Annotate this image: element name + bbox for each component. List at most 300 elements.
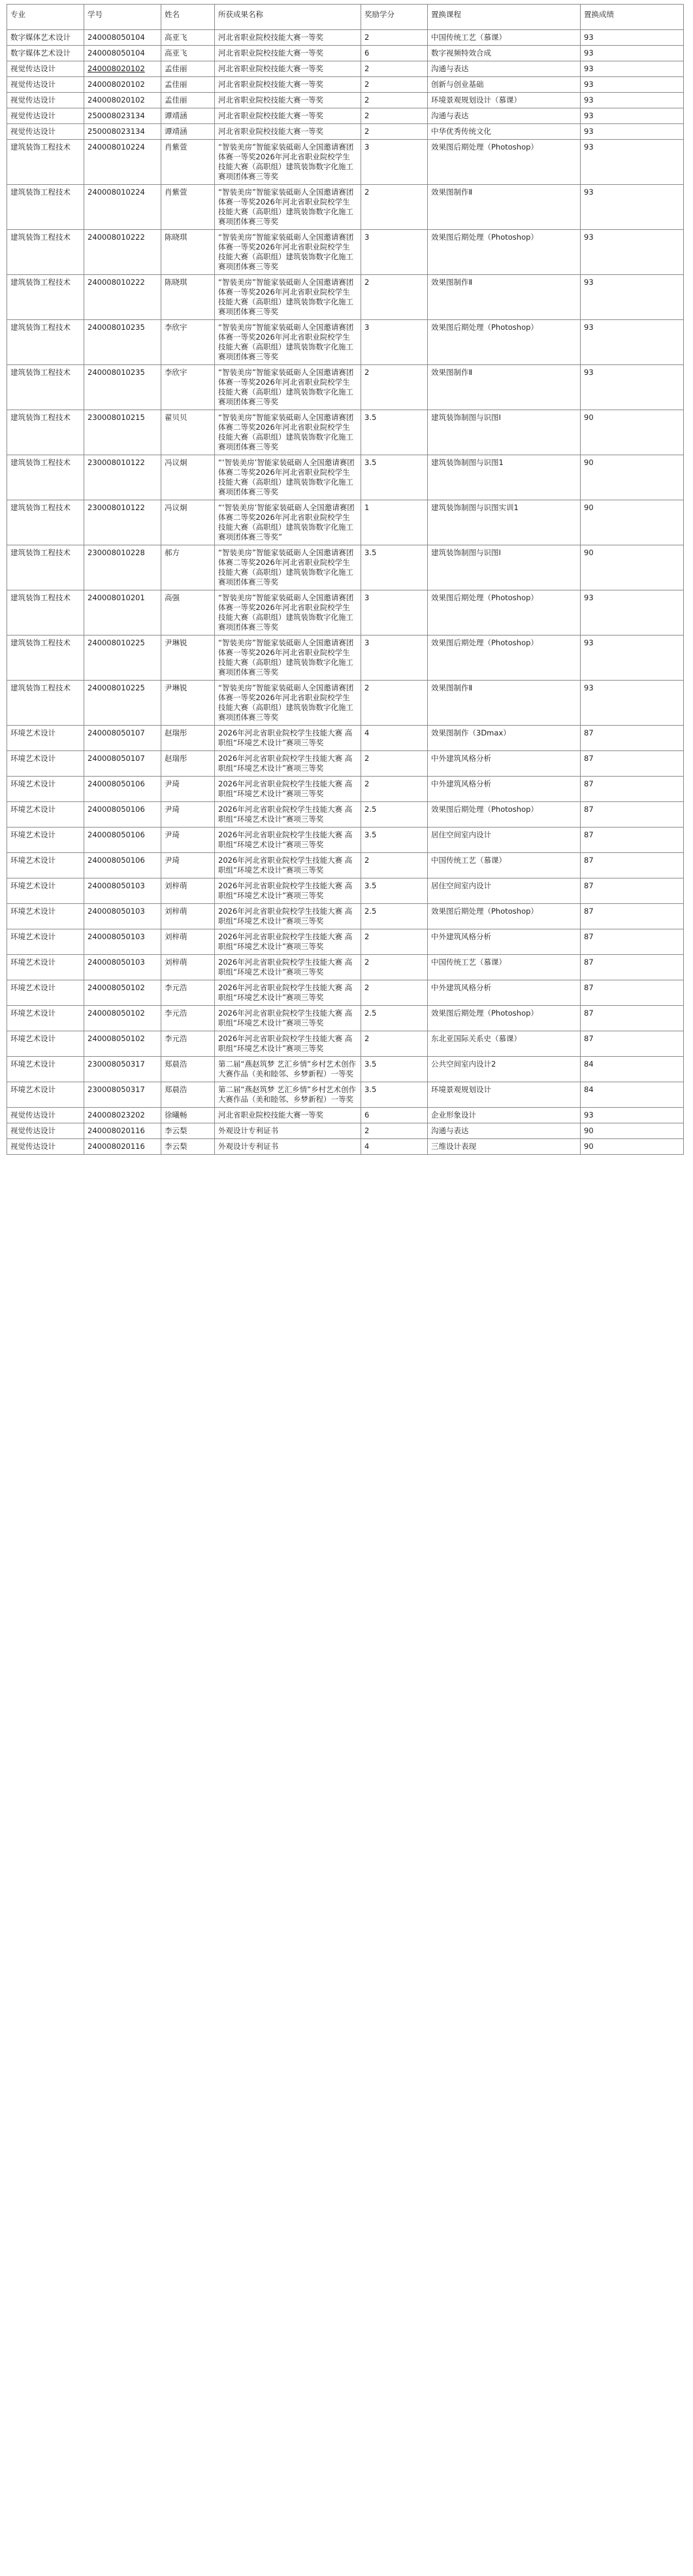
cell-award: 2026年河北省职业院校学生技能大赛 高职组“环境艺术设计”赛项三等奖 <box>215 955 361 980</box>
table-row <box>7 365 684 410</box>
cell-credit: 3 <box>361 590 428 636</box>
cell-credit: 4 <box>361 726 428 751</box>
cell-student-id: 240008020102 <box>84 93 161 108</box>
cell-major: 视觉传达设计 <box>7 1139 84 1155</box>
table-row <box>7 108 684 124</box>
cell-course: 效果图后期处理（Photoshop） <box>428 802 581 828</box>
cell-student-id: 240008010225 <box>84 681 161 726</box>
cell-credit: 2 <box>361 61 428 77</box>
header-major: 专业 <box>7 5 84 30</box>
cell-name: 徐曦畅 <box>161 1108 215 1123</box>
cell-award: 2026年河北省职业院校学生技能大赛 高职组“环境艺术设计”赛项三等奖 <box>215 777 361 802</box>
cell-student-id: 240008020102 <box>84 61 161 77</box>
cell-score: 87 <box>581 904 684 929</box>
cell-name: 刘梓萌 <box>161 878 215 904</box>
cell-score: 87 <box>581 929 684 955</box>
credit-replacement-table <box>7 4 684 1155</box>
table-row <box>7 980 684 1006</box>
cell-name: 陈晓琪 <box>161 230 215 275</box>
cell-name: 郑晨浩 <box>161 1057 215 1082</box>
cell-award: “智装美房”智能家装砥砺人全国邀请赛团体赛一等奖2026年河北省职业院校学生技能大赛（高职组）建筑装饰数字化施工赛项团体赛三等奖 <box>215 320 361 365</box>
cell-course: 居住空间室内设计 <box>428 828 581 853</box>
cell-name: 李元浩 <box>161 980 215 1006</box>
cell-student-id: 240008050103 <box>84 878 161 904</box>
table-row <box>7 828 684 853</box>
cell-award: 第二届“燕赵筑梦 艺汇乡情”乡村艺术创作大赛作品（美和睦邻、乡梦新程）一等奖 <box>215 1057 361 1082</box>
cell-name: 尹琦 <box>161 802 215 828</box>
cell-name: 李元浩 <box>161 1031 215 1057</box>
cell-student-id: 250008023134 <box>84 124 161 140</box>
cell-major: 环境艺术设计 <box>7 1006 84 1031</box>
table-row <box>7 77 684 93</box>
header-name: 姓名 <box>161 5 215 30</box>
table-row <box>7 185 684 230</box>
cell-credit: 6 <box>361 1108 428 1123</box>
cell-score: 90 <box>581 410 684 455</box>
cell-course: 效果图后期处理（Photoshop） <box>428 140 581 185</box>
cell-score: 90 <box>581 500 684 545</box>
cell-score: 87 <box>581 980 684 1006</box>
cell-major: 数字媒体艺术设计 <box>7 30 84 46</box>
cell-credit: 2 <box>361 681 428 726</box>
cell-score: 84 <box>581 1082 684 1108</box>
table-row <box>7 61 684 77</box>
cell-score: 87 <box>581 853 684 878</box>
cell-credit: 3 <box>361 320 428 365</box>
cell-credit: 2.5 <box>361 1006 428 1031</box>
cell-score: 87 <box>581 726 684 751</box>
cell-score: 93 <box>581 93 684 108</box>
cell-major: 建筑装饰工程技术 <box>7 185 84 230</box>
cell-course: 建筑装饰制图与识图Ⅰ <box>428 545 581 590</box>
cell-major: 环境艺术设计 <box>7 1031 84 1057</box>
cell-name: 尹琳锐 <box>161 636 215 681</box>
cell-student-id: 240008010235 <box>84 320 161 365</box>
cell-major: 建筑装饰工程技术 <box>7 275 84 320</box>
cell-name: 李云梨 <box>161 1139 215 1155</box>
cell-award: 第二届“燕赵筑梦 艺汇乡情”乡村艺术创作大赛作品（美和睦邻、乡梦新程）一等奖 <box>215 1082 361 1108</box>
table-row <box>7 1123 684 1139</box>
cell-course: 数字视频特效合成 <box>428 46 581 61</box>
cell-student-id: 230008010215 <box>84 410 161 455</box>
cell-score: 90 <box>581 1123 684 1139</box>
table-row <box>7 320 684 365</box>
cell-course: 效果图后期处理（Photoshop） <box>428 904 581 929</box>
cell-major: 视觉传达设计 <box>7 108 84 124</box>
table-row <box>7 590 684 636</box>
cell-name: 肖紫萱 <box>161 185 215 230</box>
cell-name: 尹琦 <box>161 828 215 853</box>
cell-award: “智装美房”智能家装砥砺人全国邀请赛团体赛二等奖2026年河北省职业院校学生技能大赛（高职组）建筑装饰数字化施工赛项团体赛三等奖 <box>215 410 361 455</box>
cell-credit: 2 <box>361 751 428 777</box>
cell-student-id: 240008050102 <box>84 1006 161 1031</box>
cell-name: 陈晓琪 <box>161 275 215 320</box>
cell-major: 数字媒体艺术设计 <box>7 46 84 61</box>
cell-student-id: 240008010201 <box>84 590 161 636</box>
cell-student-id: 240008023202 <box>84 1108 161 1123</box>
cell-major: 建筑装饰工程技术 <box>7 140 84 185</box>
cell-name: 尹琳锐 <box>161 681 215 726</box>
cell-award: “智装美房”智能家装砥砺人全国邀请赛团体赛一等奖2026年河北省职业院校学生技能大赛（高职组）建筑装饰数字化施工赛项团体赛三等奖 <box>215 275 361 320</box>
cell-major: 建筑装饰工程技术 <box>7 455 84 500</box>
cell-credit: 2 <box>361 929 428 955</box>
cell-score: 87 <box>581 802 684 828</box>
cell-name: 谭靖涵 <box>161 124 215 140</box>
cell-credit: 3.5 <box>361 545 428 590</box>
header-award: 所获成果名称 <box>215 5 361 30</box>
cell-course: 效果图后期处理（Photoshop） <box>428 230 581 275</box>
cell-major: 环境艺术设计 <box>7 751 84 777</box>
cell-course: 效果图后期处理（Photoshop） <box>428 1006 581 1031</box>
cell-credit: 2 <box>361 1123 428 1139</box>
cell-award: 河北省职业院校技能大赛一等奖 <box>215 77 361 93</box>
cell-course: 环境景观规划设计 <box>428 1082 581 1108</box>
cell-score: 93 <box>581 185 684 230</box>
table-row <box>7 30 684 46</box>
cell-major: 建筑装饰工程技术 <box>7 230 84 275</box>
table-row <box>7 1031 684 1057</box>
cell-name: 赵瑞彤 <box>161 751 215 777</box>
table-row <box>7 853 684 878</box>
table-row <box>7 1082 684 1108</box>
cell-major: 环境艺术设计 <box>7 726 84 751</box>
cell-score: 93 <box>581 77 684 93</box>
cell-name: 冯议炯 <box>161 455 215 500</box>
cell-credit: 3.5 <box>361 1082 428 1108</box>
cell-major: 环境艺术设计 <box>7 955 84 980</box>
cell-student-id: 230008050317 <box>84 1057 161 1082</box>
table-row <box>7 929 684 955</box>
cell-student-id: 250008023134 <box>84 108 161 124</box>
cell-score: 84 <box>581 1057 684 1082</box>
cell-award: “‘智装美房’智能家装砥砺人全国邀请赛团体赛二等奖2026年河北省职业院校学生技能大赛（高职组）建筑装饰数字化施工赛项团体赛三等奖 <box>215 455 361 500</box>
cell-name: 尹琦 <box>161 777 215 802</box>
cell-course: 居住空间室内设计 <box>428 878 581 904</box>
cell-credit: 4 <box>361 1139 428 1155</box>
cell-award: 河北省职业院校技能大赛一等奖 <box>215 46 361 61</box>
cell-name: 冯议炯 <box>161 500 215 545</box>
table-row <box>7 500 684 545</box>
cell-award: 河北省职业院校技能大赛一等奖 <box>215 61 361 77</box>
cell-major: 建筑装饰工程技术 <box>7 320 84 365</box>
cell-major: 环境艺术设计 <box>7 853 84 878</box>
header-score: 置换成绩 <box>581 5 684 30</box>
cell-credit: 1 <box>361 500 428 545</box>
cell-credit: 6 <box>361 46 428 61</box>
cell-score: 93 <box>581 61 684 77</box>
cell-major: 环境艺术设计 <box>7 904 84 929</box>
cell-score: 87 <box>581 1031 684 1057</box>
table-row <box>7 410 684 455</box>
cell-student-id: 240008050106 <box>84 828 161 853</box>
table-row <box>7 777 684 802</box>
cell-student-id: 240008050107 <box>84 751 161 777</box>
cell-major: 视觉传达设计 <box>7 61 84 77</box>
cell-credit: 2 <box>361 77 428 93</box>
cell-major: 环境艺术设计 <box>7 777 84 802</box>
cell-award: “智装美房”智能家装砥砺人全国邀请赛团体赛一等奖2026年河北省职业院校学生技能大赛（高职组）建筑装饰数字化施工赛项团体赛三等奖 <box>215 636 361 681</box>
cell-credit: 3 <box>361 140 428 185</box>
cell-award: “智装美房”智能家装砥砺人全国邀请赛团体赛一等奖2026年河北省职业院校学生技能大赛（高职组）建筑装饰数字化施工赛项团体赛三等奖 <box>215 681 361 726</box>
cell-award: 外观设计专利证书 <box>215 1139 361 1155</box>
cell-student-id: 240008050104 <box>84 46 161 61</box>
cell-major: 视觉传达设计 <box>7 1123 84 1139</box>
cell-student-id: 240008050103 <box>84 929 161 955</box>
table-row <box>7 681 684 726</box>
cell-major: 环境艺术设计 <box>7 828 84 853</box>
cell-course: 效果图后期处理（Photoshop） <box>428 636 581 681</box>
table-row <box>7 802 684 828</box>
table-row <box>7 230 684 275</box>
cell-name: 刘梓萌 <box>161 955 215 980</box>
cell-credit: 3.5 <box>361 1057 428 1082</box>
cell-name: 李云梨 <box>161 1123 215 1139</box>
table-body <box>7 30 684 1155</box>
cell-course: 效果图制作Ⅱ <box>428 275 581 320</box>
table-row <box>7 751 684 777</box>
cell-course: 环境景观规划设计（慕课） <box>428 93 581 108</box>
cell-student-id: 240008020116 <box>84 1123 161 1139</box>
cell-course: 中国传统工艺（慕课） <box>428 30 581 46</box>
cell-name: 高强 <box>161 590 215 636</box>
cell-credit: 3.5 <box>361 410 428 455</box>
cell-award: 2026年河北省职业院校学生技能大赛 高职组“环境艺术设计”赛项三等奖 <box>215 751 361 777</box>
cell-credit: 2 <box>361 124 428 140</box>
cell-score: 93 <box>581 636 684 681</box>
cell-score: 93 <box>581 1108 684 1123</box>
cell-credit: 2 <box>361 30 428 46</box>
cell-course: 企业形象设计 <box>428 1108 581 1123</box>
cell-student-id: 240008050103 <box>84 955 161 980</box>
cell-award: 河北省职业院校技能大赛一等奖 <box>215 124 361 140</box>
cell-course: 中外建筑风格分析 <box>428 777 581 802</box>
cell-student-id: 240008050103 <box>84 904 161 929</box>
cell-course: 效果图制作Ⅱ <box>428 365 581 410</box>
cell-major: 建筑装饰工程技术 <box>7 410 84 455</box>
cell-score: 90 <box>581 1139 684 1155</box>
cell-credit: 2 <box>361 185 428 230</box>
table-row <box>7 1006 684 1031</box>
cell-score: 87 <box>581 878 684 904</box>
cell-award: 2026年河北省职业院校学生技能大赛 高职组“环境艺术设计”赛项三等奖 <box>215 1006 361 1031</box>
cell-credit: 2 <box>361 980 428 1006</box>
cell-credit: 2 <box>361 275 428 320</box>
cell-score: 93 <box>581 30 684 46</box>
cell-major: 建筑装饰工程技术 <box>7 545 84 590</box>
cell-major: 视觉传达设计 <box>7 77 84 93</box>
cell-credit: 3 <box>361 230 428 275</box>
cell-award: 2026年河北省职业院校学生技能大赛 高职组“环境艺术设计”赛项三等奖 <box>215 878 361 904</box>
cell-course: 效果图后期处理（Photoshop） <box>428 590 581 636</box>
cell-score: 93 <box>581 46 684 61</box>
cell-course: 效果图制作Ⅱ <box>428 681 581 726</box>
cell-course: 中外建筑风格分析 <box>428 929 581 955</box>
cell-name: 刘梓萌 <box>161 929 215 955</box>
cell-major: 建筑装饰工程技术 <box>7 500 84 545</box>
cell-course: 中外建筑风格分析 <box>428 980 581 1006</box>
table-header <box>7 5 684 30</box>
table-row <box>7 124 684 140</box>
cell-score: 93 <box>581 590 684 636</box>
cell-score: 87 <box>581 1006 684 1031</box>
cell-major: 视觉传达设计 <box>7 1108 84 1123</box>
cell-score: 87 <box>581 955 684 980</box>
cell-name: 李欣宇 <box>161 365 215 410</box>
cell-credit: 2 <box>361 853 428 878</box>
cell-award: 河北省职业院校技能大赛一等奖 <box>215 93 361 108</box>
cell-score: 93 <box>581 320 684 365</box>
table-row <box>7 275 684 320</box>
cell-major: 环境艺术设计 <box>7 1057 84 1082</box>
cell-award: 2026年河北省职业院校学生技能大赛 高职组“环境艺术设计”赛项三等奖 <box>215 853 361 878</box>
cell-award: “智装美房”智能家装砥砺人全国邀请赛团体赛一等奖2026年河北省职业院校学生技能大赛（高职组）建筑装饰数字化施工赛项团体赛三等奖 <box>215 185 361 230</box>
cell-major: 建筑装饰工程技术 <box>7 365 84 410</box>
cell-student-id: 240008020102 <box>84 77 161 93</box>
cell-student-id: 240008050102 <box>84 980 161 1006</box>
cell-student-id: 230008010228 <box>84 545 161 590</box>
cell-name: 刘梓萌 <box>161 904 215 929</box>
cell-award: “智装美房”智能家装砥砺人全国邀请赛团体赛一等奖2026年河北省职业院校学生技能大赛（高职组）建筑装饰数字化施工赛项团体赛三等奖 <box>215 230 361 275</box>
table-row <box>7 955 684 980</box>
cell-course: 效果图制作Ⅱ <box>428 185 581 230</box>
cell-score: 93 <box>581 230 684 275</box>
cell-course: 公共空间室内设计2 <box>428 1057 581 1082</box>
table-row <box>7 636 684 681</box>
cell-score: 90 <box>581 455 684 500</box>
cell-award: 河北省职业院校技能大赛一等奖 <box>215 1108 361 1123</box>
header-credit: 奖励学分 <box>361 5 428 30</box>
table-row <box>7 455 684 500</box>
cell-award: “智装美房”智能家装砥砺人全国邀请赛团体赛一等奖2026年河北省职业院校学生技能大赛（高职组）建筑装饰数字化施工赛项团体赛三等奖 <box>215 590 361 636</box>
cell-course: 效果图制作（3Dmax） <box>428 726 581 751</box>
cell-award: 外观设计专利证书 <box>215 1123 361 1139</box>
cell-student-id: 240008050106 <box>84 802 161 828</box>
cell-major: 视觉传达设计 <box>7 93 84 108</box>
cell-credit: 2 <box>361 955 428 980</box>
cell-name: 孟佳丽 <box>161 61 215 77</box>
cell-course: 效果图后期处理（Photoshop） <box>428 320 581 365</box>
cell-course: 中国传统工艺（慕课） <box>428 955 581 980</box>
cell-name: 李元浩 <box>161 1006 215 1031</box>
table-row <box>7 545 684 590</box>
cell-name: 谭靖涵 <box>161 108 215 124</box>
cell-name: 赵瑞彤 <box>161 726 215 751</box>
cell-name: 郑晨浩 <box>161 1082 215 1108</box>
cell-major: 建筑装饰工程技术 <box>7 681 84 726</box>
cell-student-id: 240008010222 <box>84 230 161 275</box>
cell-major: 视觉传达设计 <box>7 124 84 140</box>
cell-student-id: 240008010225 <box>84 636 161 681</box>
cell-score: 93 <box>581 140 684 185</box>
table-row <box>7 878 684 904</box>
cell-course: 沟通与表达 <box>428 108 581 124</box>
cell-student-id: 240008050104 <box>84 30 161 46</box>
table-row <box>7 46 684 61</box>
cell-score: 87 <box>581 777 684 802</box>
cell-credit: 3.5 <box>361 878 428 904</box>
header-row <box>7 5 684 30</box>
cell-award: 2026年河北省职业院校学生技能大赛 高职组“环境艺术设计”赛项三等奖 <box>215 904 361 929</box>
cell-credit: 2 <box>361 1031 428 1057</box>
table-row <box>7 140 684 185</box>
table-row <box>7 1139 684 1155</box>
cell-score: 93 <box>581 681 684 726</box>
cell-major: 环境艺术设计 <box>7 980 84 1006</box>
cell-name: 翟贝贝 <box>161 410 215 455</box>
cell-course: 建筑装饰制图与识图1 <box>428 455 581 500</box>
cell-award: “智装美房”智能家装砥砺人全国邀请赛团体赛二等奖2026年河北省职业院校学生技能大赛（高职组）建筑装饰数字化施工赛项团体赛三等奖 <box>215 545 361 590</box>
cell-name: 高亚飞 <box>161 46 215 61</box>
cell-credit: 3.5 <box>361 828 428 853</box>
cell-credit: 2 <box>361 93 428 108</box>
cell-student-id: 240008010235 <box>84 365 161 410</box>
cell-major: 环境艺术设计 <box>7 1082 84 1108</box>
table-row <box>7 904 684 929</box>
cell-name: 高亚飞 <box>161 30 215 46</box>
cell-award: 河北省职业院校技能大赛一等奖 <box>215 30 361 46</box>
cell-major: 环境艺术设计 <box>7 929 84 955</box>
cell-major: 建筑装饰工程技术 <box>7 636 84 681</box>
credit-replacement-sheet <box>7 4 683 1155</box>
cell-course: 创新与创业基础 <box>428 77 581 93</box>
cell-course: 沟通与表达 <box>428 61 581 77</box>
cell-name: 郝方 <box>161 545 215 590</box>
cell-course: 中国传统工艺（慕课） <box>428 853 581 878</box>
cell-score: 87 <box>581 751 684 777</box>
cell-award: 2026年河北省职业院校学生技能大赛 高职组“环境艺术设计”赛项三等奖 <box>215 828 361 853</box>
cell-credit: 2 <box>361 365 428 410</box>
cell-student-id: 230008050317 <box>84 1082 161 1108</box>
cell-name: 孟佳丽 <box>161 93 215 108</box>
cell-credit: 3 <box>361 636 428 681</box>
cell-student-id: 240008050106 <box>84 853 161 878</box>
cell-name: 尹琦 <box>161 853 215 878</box>
table-row <box>7 1108 684 1123</box>
cell-credit: 2 <box>361 108 428 124</box>
cell-award: 2026年河北省职业院校学生技能大赛 高职组“环境艺术设计”赛项三等奖 <box>215 1031 361 1057</box>
cell-name: 孟佳丽 <box>161 77 215 93</box>
cell-major: 建筑装饰工程技术 <box>7 590 84 636</box>
table-row <box>7 1057 684 1082</box>
header-course: 置换课程 <box>428 5 581 30</box>
cell-student-id: 230008010122 <box>84 500 161 545</box>
cell-credit: 2.5 <box>361 802 428 828</box>
cell-course: 中外建筑风格分析 <box>428 751 581 777</box>
cell-score: 90 <box>581 545 684 590</box>
table-row <box>7 93 684 108</box>
cell-score: 93 <box>581 365 684 410</box>
cell-course: 沟通与表达 <box>428 1123 581 1139</box>
cell-course: 东北亚国际关系史（慕课） <box>428 1031 581 1057</box>
cell-award: “智装美房”智能家装砥砺人全国邀请赛团体赛一等奖2026年河北省职业院校学生技能大赛（高职组）建筑装饰数字化施工赛项团体赛三等奖 <box>215 365 361 410</box>
cell-credit: 2.5 <box>361 904 428 929</box>
cell-award: 河北省职业院校技能大赛一等奖 <box>215 108 361 124</box>
header-student-id: 学号 <box>84 5 161 30</box>
cell-award: 2026年河北省职业院校学生技能大赛 高职组“环境艺术设计”赛项三等奖 <box>215 980 361 1006</box>
cell-course: 建筑装饰制图与识图实训1 <box>428 500 581 545</box>
cell-student-id: 230008010122 <box>84 455 161 500</box>
cell-score: 93 <box>581 108 684 124</box>
cell-award: 2026年河北省职业院校学生技能大赛 高职组“环境艺术设计”赛项三等奖 <box>215 802 361 828</box>
cell-student-id: 240008010222 <box>84 275 161 320</box>
cell-score: 93 <box>581 124 684 140</box>
cell-name: 李欣宇 <box>161 320 215 365</box>
cell-name: 肖紫萱 <box>161 140 215 185</box>
cell-award: 2026年河北省职业院校学生技能大赛 高职组“环境艺术设计”赛项三等奖 <box>215 929 361 955</box>
cell-award: “‘智装美房’智能家装砥砺人全国邀请赛团体赛二等奖2026年河北省职业院校学生技能大赛（高职组）建筑装饰数字化施工赛项团体赛三等奖” <box>215 500 361 545</box>
cell-student-id: 240008010224 <box>84 185 161 230</box>
cell-student-id: 240008050106 <box>84 777 161 802</box>
